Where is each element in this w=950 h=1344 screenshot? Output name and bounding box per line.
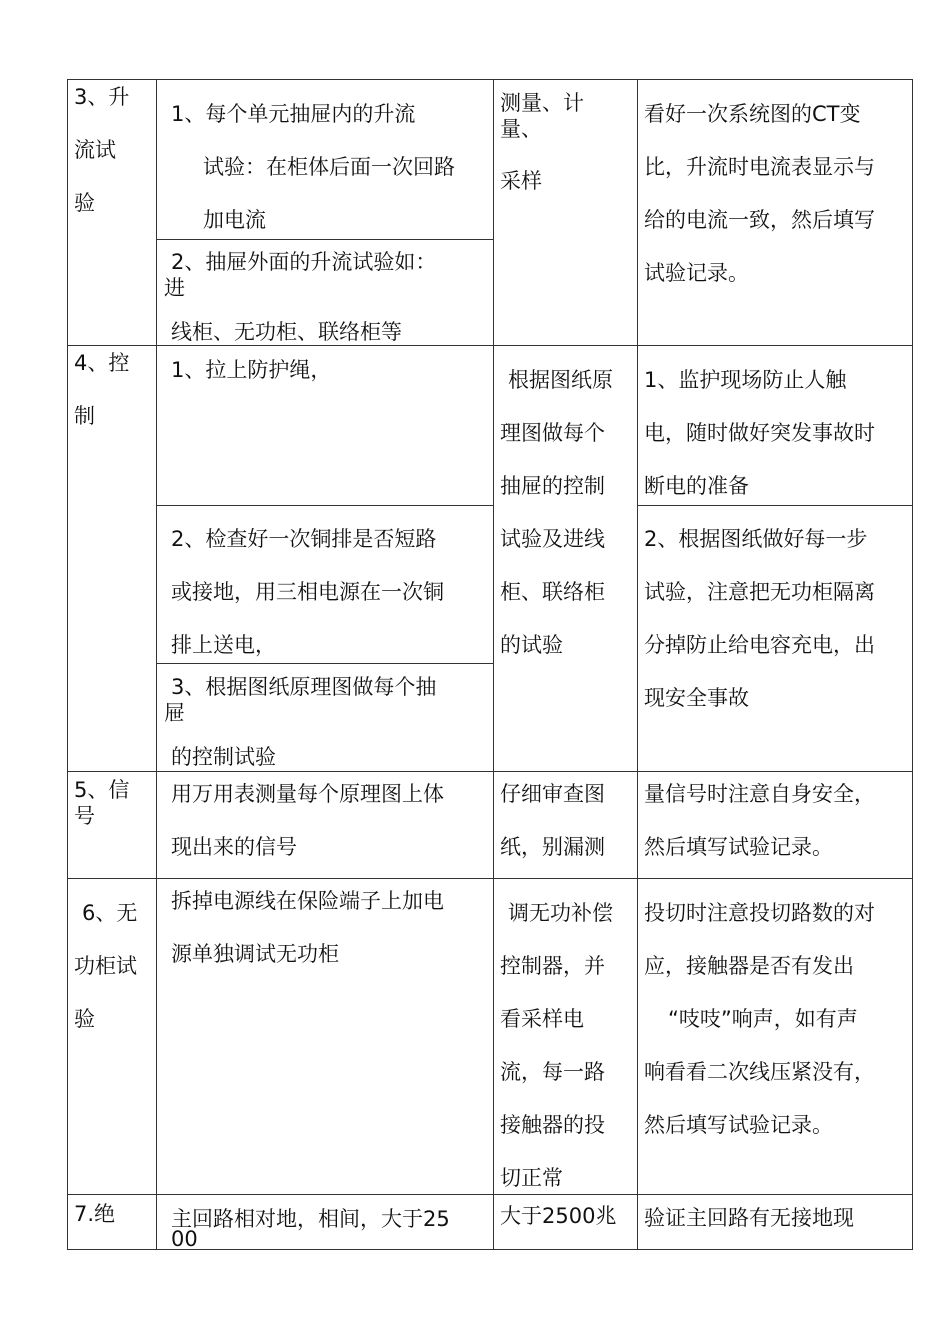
grid-line xyxy=(156,79,157,1250)
r5-note: 量信号时注意自身安全， 然后填写试验记录。 xyxy=(644,782,875,859)
grid-line xyxy=(156,663,493,664)
grid-line xyxy=(912,79,913,1250)
r3-note: 看好一次系统图的CT变 比，升流时电流表显示与 给的电流一致，然后填写 试验记录。 xyxy=(644,102,875,285)
grid-line xyxy=(67,79,913,80)
grid-line xyxy=(156,239,493,240)
r5-method: 仔细审查图 纸，别漏测 xyxy=(500,782,605,859)
r6-note: 投切时注意投切路数的对 应，接触器是否有发出 “吱吱”响声，如有声 响看看二次线压紧没有， 然后填写试验记录。 xyxy=(644,901,875,1137)
r7-method: 大于2500兆 xyxy=(500,1204,617,1228)
r6-method: 调无功补偿 控制器，并 看采样电 流，每一路 接触器的投 切正常 xyxy=(500,901,613,1190)
grid-line xyxy=(637,79,638,1250)
r3-method: 测量、计 量、 采样 xyxy=(500,91,584,193)
r5-item: 5、信 号 xyxy=(74,778,130,828)
test-procedure-table xyxy=(67,79,913,1250)
r4-item: 4、控 制 xyxy=(74,351,130,428)
grid-line xyxy=(67,1249,913,1250)
r3-sub1: 1、每个单元抽屉内的升流 试验：在柜体后面一次回路 加电流 xyxy=(171,102,455,232)
grid-line xyxy=(493,79,494,1250)
grid-line xyxy=(156,505,493,506)
r4-note-2: 2、根据图纸做好每一步 试验，注意把无功柜隔离 分掉防止给电容充电，出 现安全事故 xyxy=(644,527,875,710)
r4-sub1: 1、拉上防护绳， xyxy=(171,358,332,382)
r4-sub2: 2、检查好一次铜排是否短路 或接地，用三相电源在一次铜 排上送电， xyxy=(171,527,444,657)
r3-sub2: 2、抽屉外面的升流试验如： 进 线柜、无功柜、联络柜等 xyxy=(164,250,437,344)
r5-content: 用万用表测量每个原理图上体 现出来的信号 xyxy=(171,782,444,859)
r3-item: 3、升 流试 验 xyxy=(74,85,130,215)
grid-line xyxy=(67,79,68,1250)
r7-note: 验证主回路有无接地现 xyxy=(644,1206,854,1230)
r4-method: 根据图纸原 理图做每个 抽屉的控制 试验及进线 柜、联络柜 的试验 xyxy=(500,368,613,657)
r7-content: 主回路相对地，相间，大于25 00 xyxy=(171,1207,450,1249)
r4-sub3: 3、根据图纸原理图做每个抽 屉 的控制试验 xyxy=(164,675,437,769)
grid-line xyxy=(637,505,913,506)
r6-item: 6、无 功柜试 验 xyxy=(74,901,138,1031)
r6-content: 拆掉电源线在保险端子上加电 源单独调试无功柜 xyxy=(171,889,444,966)
r4-note-1: 1、监护现场防止人触 电，随时做好突发事故时 断电的准备 xyxy=(644,368,875,498)
r7-item: 7.绝 xyxy=(74,1202,116,1226)
